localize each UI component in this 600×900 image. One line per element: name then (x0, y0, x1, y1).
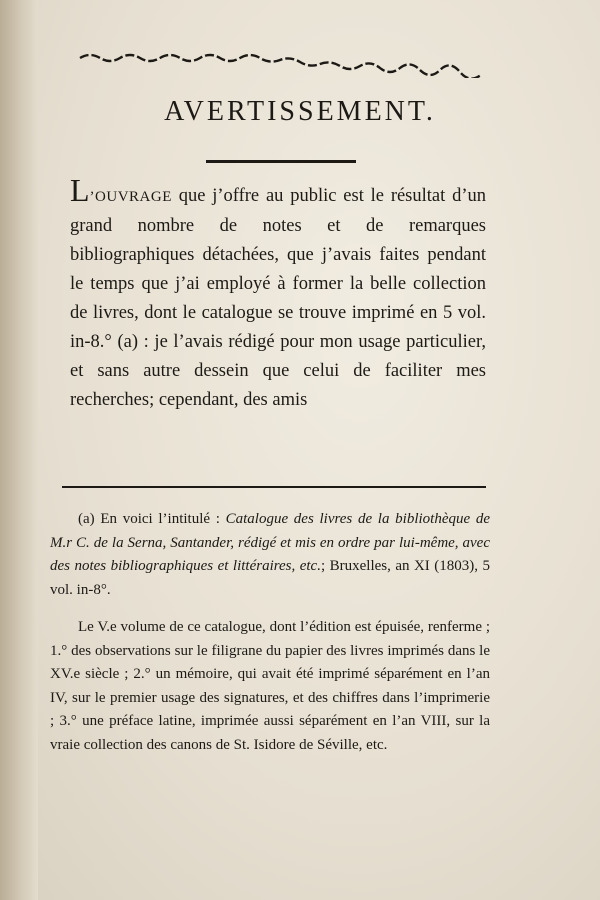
wavy-ornament-rule (78, 50, 486, 78)
footnote-paragraph-2: Le V.e volume de ce catalogue, dont l’édition est épuisée, renferme ; 1.° des observations sur le filigrane du papier des livres imprimés dans le XV.e siècle ; 2.° un mémoire, qui avait été imprimé séparément en l’an IV, sur le premier usage des signatures, et des chiffres dans l’imprimerie ; 3.° une préface latine, imprimée aussi séparément en l’an VIII, sur la vraie collection des canons de St. Isidore de Séville, etc. (50, 619, 490, 753)
catalogue-title: Catalogue des livres de la bibliothèque de M.r C. de la Serna, Santander, rédigé et mis en ordre par lui-même, avec des notes bibliographiques et littéraires, etc. (50, 511, 490, 574)
footnote (50, 508, 490, 757)
footnote-paragraph-1 (50, 508, 490, 602)
drop-cap: L (70, 172, 90, 208)
footnote-marker: (a) En voici l’intitulé : (78, 511, 226, 527)
page-title: AVERTISSEMENT. (164, 96, 436, 127)
title-underline (206, 160, 356, 163)
imprint-text: ; Bruxelles, an XI (1803), 5 vol. in-8°. (50, 558, 490, 598)
opening-small-caps: ’OUVRAGE (89, 189, 172, 205)
main-paragraph (70, 172, 486, 415)
footnote-separator (62, 486, 486, 488)
paragraph-text: que j’offre au public est le résultat d’un grand nombre de notes et de remarques bibliographiques détachées, que j’avais faites pendant le temps que j’ai employé à former la belle collection de livres, dont le catalogue se trouve imprimé en 5 vol. in-8.° (a) : je l’avais rédigé pour mon usage particulier, et sans autre dessein que celui de faciliter mes recherches; cependant, des amis (70, 186, 486, 410)
page-gutter (0, 0, 38, 900)
